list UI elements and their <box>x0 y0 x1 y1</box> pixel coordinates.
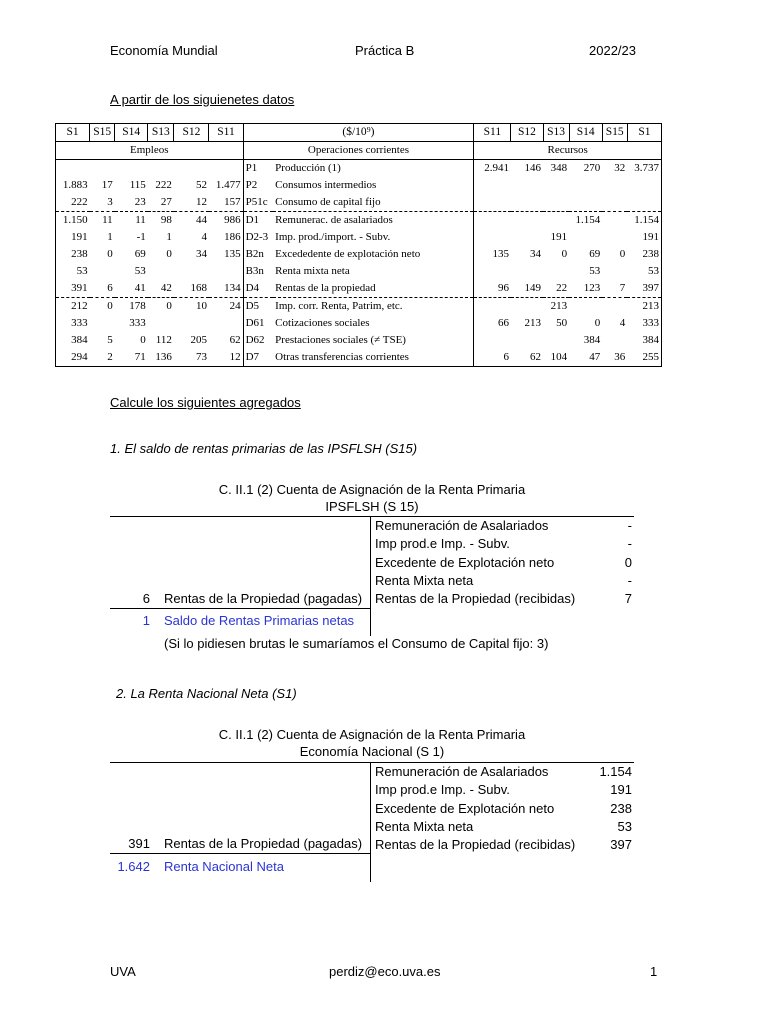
account-entry-value: 0 <box>624 554 632 570</box>
calc-heading: Calcule los siguientes agregados <box>110 395 301 410</box>
cell-empleo <box>209 315 243 332</box>
cell-empleo: 391 <box>56 280 90 298</box>
cell-empleo: 168 <box>190 282 207 294</box>
account-entry-label: Imp prod.e Imp. - Subv. <box>375 536 510 552</box>
col-header-right: S12 <box>511 124 543 142</box>
table-row <box>56 160 662 178</box>
cell-empleo: 136 <box>148 349 174 367</box>
cell-empleo: 6 <box>107 282 113 294</box>
account-entry-value: 7 <box>624 591 632 607</box>
account-1-result-label: Saldo de Rentas Primarias netas <box>164 613 355 628</box>
account-1-top-rule <box>110 516 634 517</box>
cell-recurso: 32 <box>614 162 626 174</box>
header-course: Economía Mundial <box>110 43 218 58</box>
col-header-right: S13 <box>543 124 569 142</box>
cell-code: B3n <box>243 263 273 280</box>
cell-recurso <box>474 229 511 246</box>
cell-code: D2-3 <box>243 229 273 246</box>
cell-operation: Excededente de explotación neto <box>275 248 421 260</box>
cell-empleo <box>148 263 174 280</box>
col-header-right: S1 <box>627 124 661 142</box>
cell-empleo <box>174 160 209 178</box>
footer-email: perdiz@eco.uva.es <box>329 964 441 979</box>
cell-empleo: 12 <box>195 196 207 208</box>
cell-empleo <box>174 315 209 332</box>
cell-code: D62 <box>243 332 273 349</box>
header-year: 2022/23 <box>589 43 636 58</box>
account-1-note: (Si lo pidiesen brutas le sumaríamos el Consumo de Capital fijo: 3) <box>164 636 549 651</box>
cell-empleo: 0 <box>166 248 172 260</box>
cell-recurso: 53 <box>627 263 661 280</box>
account-entry-label: Renta Mixta neta <box>375 818 474 834</box>
cell-recurso: 333 <box>627 315 661 332</box>
table-row <box>56 315 662 332</box>
cell-empleo: 53 <box>56 263 90 280</box>
cell-empleo <box>90 160 115 178</box>
cell-empleo: 333 <box>56 315 90 332</box>
cell-recurso: 191 <box>550 231 568 243</box>
cell-recurso: 53 <box>589 265 601 277</box>
cell-operation: Rentas de la propiedad <box>275 282 376 294</box>
cell-code: D61 <box>243 315 273 332</box>
cell-operation: Consumo de capital fijo <box>275 196 381 208</box>
cell-recurso <box>474 177 511 194</box>
cell-recurso: 149 <box>524 282 542 294</box>
account-entry-label: Remuneración de Asalariados <box>375 764 549 779</box>
footer-institution: UVA <box>110 964 136 979</box>
cell-operation: Imp. prod./import. - Subv. <box>275 231 391 243</box>
cell-empleo <box>148 160 174 178</box>
cell-empleo <box>209 263 243 280</box>
account-entry-value: 191 <box>610 782 632 798</box>
table-row <box>56 194 662 212</box>
cell-empleo: 69 <box>134 248 146 260</box>
cell-recurso: 4 <box>619 317 626 329</box>
account-2-subtitle: Economía Nacional (S 1) <box>299 744 445 759</box>
cell-recurso <box>627 194 661 212</box>
cell-operation: Imp. corr. Renta, Patrim, etc. <box>273 298 474 316</box>
cell-recurso: 213 <box>524 317 542 329</box>
col-header-left: S15 <box>90 124 115 142</box>
cell-empleo: 0 <box>140 334 146 346</box>
account-entry-value: - <box>627 518 632 533</box>
cell-empleo: 222 <box>155 179 172 191</box>
account-entry-label: Rentas de la Propiedad (recibidas) <box>375 591 576 607</box>
account-2-paid-label: Rentas de la Propiedad (pagadas) <box>164 836 363 851</box>
cell-recurso: 6 <box>474 349 511 367</box>
account-1-title: C. II.1 (2) Cuenta de Asignación de la Renta Primaria <box>218 482 526 497</box>
cell-recurso <box>543 263 569 280</box>
cell-recurso <box>569 177 602 194</box>
cell-operation: Renta mixta neta <box>275 265 350 277</box>
cell-recurso: 213 <box>543 298 569 316</box>
cell-empleo: -1 <box>136 231 146 243</box>
cell-recurso: 7 <box>619 282 626 294</box>
cell-empleo: 2 <box>90 349 115 367</box>
cell-empleo: 135 <box>224 248 241 260</box>
cell-recurso: 34 <box>530 248 542 260</box>
table-row <box>56 263 662 280</box>
cell-recurso <box>569 194 602 212</box>
table-row <box>56 298 662 316</box>
cell-recurso <box>602 177 627 194</box>
account-2-result-label: Renta Nacional Neta <box>164 859 284 874</box>
cell-recurso <box>627 177 661 194</box>
cell-recurso: 397 <box>627 280 661 298</box>
cell-recurso: 213 <box>627 298 661 316</box>
account-2-title: C. II.1 (2) Cuenta de Asignación de la Renta Primaria <box>218 727 526 742</box>
cell-recurso: 66 <box>474 315 511 332</box>
cell-operation: Consumos intermedios <box>275 179 377 191</box>
account-2-paid-value: 391 <box>128 836 150 851</box>
table-row <box>56 280 662 298</box>
account-entry-label: Renta Mixta neta <box>375 572 474 588</box>
account-entry-label: Imp prod.e Imp. - Subv. <box>375 782 510 798</box>
cell-empleo: 3 <box>107 196 113 208</box>
cell-operation: Otras transferencias corrientes <box>273 349 474 367</box>
table-row <box>56 229 662 246</box>
cell-recurso: 1.154 <box>627 212 661 230</box>
cell-empleo <box>90 263 115 280</box>
cell-code: D5 <box>243 298 273 316</box>
cell-empleo: 1.477 <box>215 179 241 191</box>
cell-code: D7 <box>243 349 273 367</box>
cell-empleo: 0 <box>107 248 113 260</box>
cell-empleo: 11 <box>90 212 115 230</box>
cell-recurso <box>474 263 511 280</box>
account-entry-value: 397 <box>610 837 632 853</box>
account-entry-label: Excedente de Explotación neto <box>375 554 555 570</box>
cell-recurso: 238 <box>627 246 661 263</box>
cell-empleo: 4 <box>201 231 207 243</box>
cell-empleo: 17 <box>101 179 113 191</box>
cell-recurso: 348 <box>550 162 568 174</box>
question-2: 2. La Renta Nacional Neta (S1) <box>116 686 297 701</box>
cell-code: D1 <box>243 212 273 230</box>
account-2-balance-rule <box>110 853 370 854</box>
cell-empleo: 191 <box>56 229 90 246</box>
cell-empleo <box>148 315 174 332</box>
cell-recurso <box>543 177 569 194</box>
cell-empleo <box>174 263 209 280</box>
col-header-left: S11 <box>209 124 243 142</box>
cell-recurso: 0 <box>594 317 601 329</box>
account-1-paid-value: 6 <box>142 591 150 606</box>
cell-recurso <box>602 212 627 230</box>
table-row <box>56 212 662 230</box>
table-row <box>56 349 662 367</box>
cell-code: B2n <box>243 246 273 263</box>
account-entry-value: 53 <box>617 818 632 834</box>
cell-recurso: 62 <box>511 349 543 367</box>
cell-recurso <box>511 212 543 230</box>
group-operaciones: Operaciones corrientes <box>243 142 474 160</box>
cell-empleo: 0 <box>90 298 115 316</box>
col-header-left: S13 <box>148 124 174 142</box>
cell-recurso <box>474 298 511 316</box>
cell-recurso: 0 <box>619 248 626 260</box>
cell-code: P51c <box>243 194 273 212</box>
cell-recurso: 146 <box>524 162 542 174</box>
account-1-subtitle: IPSFLSH (S 15) <box>325 499 419 514</box>
cell-recurso <box>602 229 627 246</box>
cell-empleo: 294 <box>56 349 90 367</box>
cell-recurso: 384 <box>583 334 601 346</box>
cell-empleo: 27 <box>160 196 172 208</box>
cell-empleo: 42 <box>160 282 172 294</box>
account-entry-label: Remuneración de Asalariados <box>375 518 549 533</box>
cell-recurso: 2.941 <box>474 160 511 178</box>
account-1-result-value: 1 <box>142 613 150 628</box>
cell-recurso: 22 <box>556 282 568 294</box>
cell-recurso <box>543 332 569 349</box>
account-2-top-rule <box>110 762 634 763</box>
cell-empleo <box>209 160 243 178</box>
cell-empleo <box>90 315 115 332</box>
cell-empleo: 238 <box>56 246 90 263</box>
col-header-left: S1 <box>56 124 90 142</box>
header-practice: Práctica B <box>355 43 415 58</box>
cell-recurso <box>569 298 602 316</box>
cell-empleo: 98 <box>148 212 174 230</box>
account-2-result-value: 1.642 <box>117 859 150 874</box>
cell-empleo: 41 <box>134 282 146 294</box>
cell-empleo: 157 <box>224 196 241 208</box>
cell-recurso: 384 <box>627 332 661 349</box>
cell-recurso <box>474 194 511 212</box>
cell-code: D4 <box>243 280 273 298</box>
cell-recurso: 69 <box>589 248 601 260</box>
col-header-left: S14 <box>115 124 148 142</box>
cell-recurso: 96 <box>474 280 511 298</box>
table-row <box>56 332 662 349</box>
cell-recurso: 270 <box>583 162 601 174</box>
footer-page-number: 1 <box>650 964 658 979</box>
cell-empleo: 52 <box>195 179 207 191</box>
cell-empleo: 11 <box>115 212 148 230</box>
cell-empleo: 205 <box>190 334 207 346</box>
col-header-right: S11 <box>474 124 511 142</box>
cell-recurso: 0 <box>561 248 568 260</box>
cell-recurso <box>511 177 543 194</box>
cell-empleo: 333 <box>129 317 146 329</box>
cell-recurso: 191 <box>627 229 661 246</box>
cell-empleo: 34 <box>195 248 207 260</box>
cell-empleo: 10 <box>174 298 209 316</box>
cell-empleo: 44 <box>174 212 209 230</box>
account-entry-value: - <box>627 572 632 588</box>
cell-recurso <box>602 194 627 212</box>
account-1-divider <box>370 516 371 636</box>
table-row <box>56 177 662 194</box>
cell-recurso: 47 <box>569 349 602 367</box>
cell-empleo: 212 <box>56 298 90 316</box>
cell-empleo: 1.150 <box>56 212 90 230</box>
cell-operation: Cotizaciones sociales <box>275 317 370 329</box>
cell-recurso: 104 <box>543 349 569 367</box>
cell-empleo <box>115 160 148 178</box>
cell-empleo: 0 <box>148 298 174 316</box>
cell-empleo: 53 <box>134 265 146 277</box>
account-1-balance-rule <box>110 608 370 609</box>
cell-recurso <box>602 263 627 280</box>
cell-empleo: 1 <box>107 231 113 243</box>
cell-empleo: 24 <box>209 298 243 316</box>
cell-recurso: 135 <box>474 246 511 263</box>
cell-empleo: 384 <box>56 332 90 349</box>
cell-empleo: 73 <box>174 349 209 367</box>
cell-recurso <box>602 298 627 316</box>
cell-recurso <box>543 212 569 230</box>
cell-empleo <box>56 160 90 178</box>
cell-empleo: 23 <box>134 196 146 208</box>
cell-operation: Remunerac. de asalariados <box>273 212 474 230</box>
group-empleos: Empleos <box>56 142 244 160</box>
cell-recurso <box>474 332 511 349</box>
cell-empleo: 115 <box>129 179 146 191</box>
col-header-left: S12 <box>174 124 209 142</box>
intro-heading: A partir de los siguienetes datos <box>110 92 295 107</box>
cell-recurso <box>474 212 511 230</box>
cell-operation: Producción (1) <box>275 162 341 174</box>
account-2-divider <box>370 762 371 882</box>
cell-empleo: 186 <box>224 231 241 243</box>
data-table <box>55 123 662 367</box>
account-entry-value: 238 <box>610 800 632 816</box>
cell-recurso <box>511 229 543 246</box>
cell-empleo: 178 <box>115 298 148 316</box>
cell-recurso: 3.737 <box>627 160 661 178</box>
cell-empleo: 1 <box>166 231 172 243</box>
col-header-units: ($/10⁹) <box>243 124 474 142</box>
cell-empleo: 112 <box>155 334 172 346</box>
question-1: 1. El saldo de rentas primarias de las IPSFLSH (S15) <box>110 441 418 456</box>
account-entry-label: Rentas de la Propiedad (recibidas) <box>375 837 576 853</box>
cell-empleo: 986 <box>209 212 243 230</box>
cell-recurso: 50 <box>556 317 568 329</box>
account-1-paid-label: Rentas de la Propiedad (pagadas) <box>164 591 363 606</box>
cell-recurso: 36 <box>602 349 627 367</box>
cell-recurso <box>569 229 602 246</box>
cell-code: P1 <box>243 160 273 178</box>
cell-recurso <box>602 332 627 349</box>
cell-empleo: 222 <box>56 194 90 212</box>
col-header-right: S14 <box>569 124 602 142</box>
cell-recurso <box>511 194 543 212</box>
table-row <box>56 246 662 263</box>
cell-empleo: 1.883 <box>56 177 90 194</box>
cell-empleo: 71 <box>115 349 148 367</box>
cell-recurso: 123 <box>583 282 601 294</box>
cell-empleo: 134 <box>224 282 241 294</box>
cell-recurso <box>543 194 569 212</box>
table-group-row <box>56 142 662 160</box>
table-header-row <box>56 124 662 142</box>
cell-recurso <box>511 298 543 316</box>
account-entry-label: Excedente de Explotación neto <box>375 800 555 816</box>
cell-code: P2 <box>243 177 273 194</box>
cell-empleo: 12 <box>209 349 243 367</box>
cell-empleo: 5 <box>107 334 113 346</box>
account-entry-value: 1.154 <box>599 764 632 779</box>
cell-recurso <box>511 263 543 280</box>
cell-recurso: 255 <box>627 349 661 367</box>
cell-empleo: 62 <box>229 334 241 346</box>
account-entry-value: - <box>627 536 632 552</box>
cell-recurso: 1.154 <box>569 212 602 230</box>
col-header-right: S15 <box>602 124 627 142</box>
group-recursos: Recursos <box>474 142 662 160</box>
cell-recurso <box>511 332 543 349</box>
cell-operation: Prestaciones sociales (≠ TSE) <box>275 334 406 346</box>
